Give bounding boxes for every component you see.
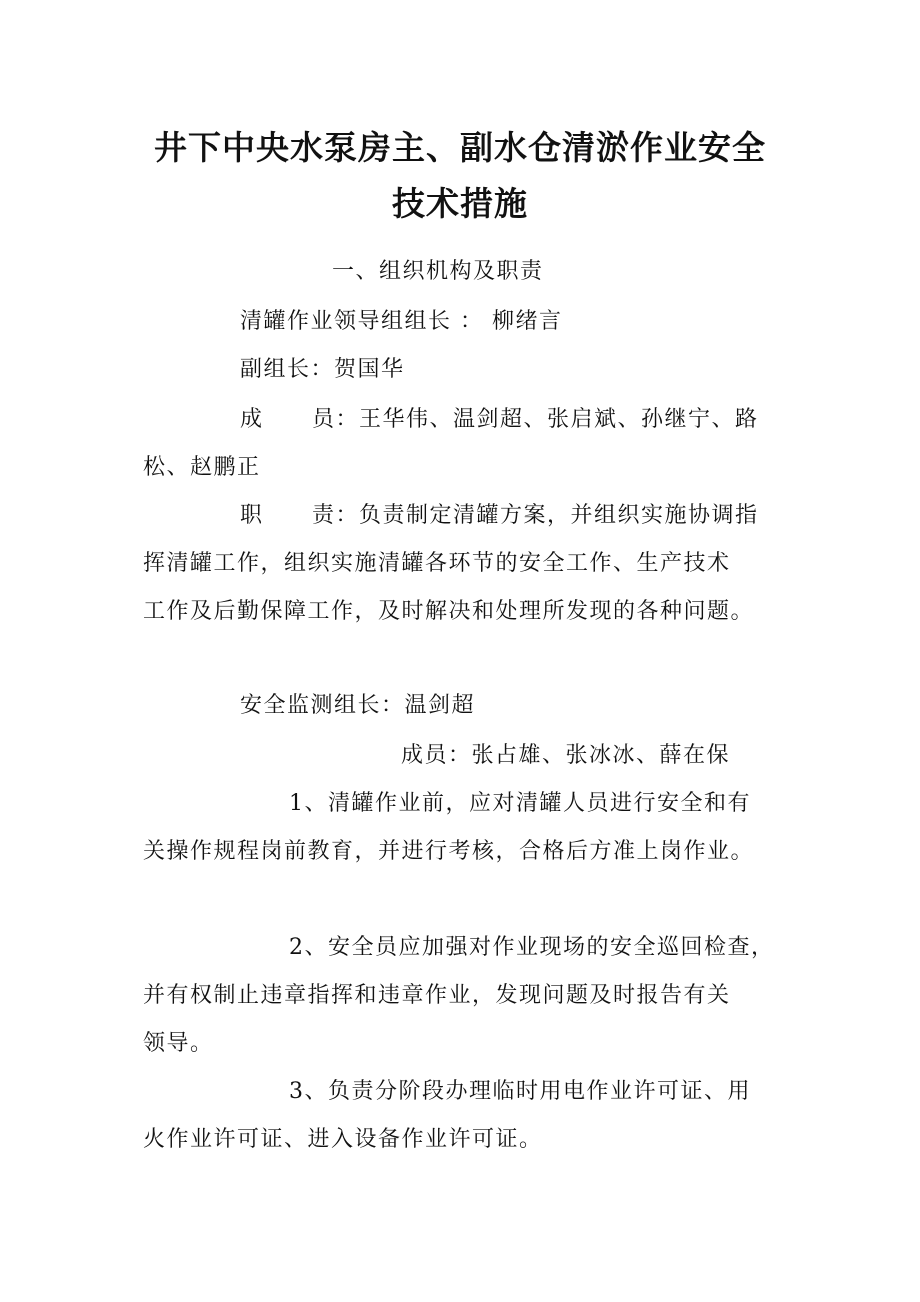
duty-line: [240, 498, 759, 529]
document-title-line-1: 井下中央水泵房主、副水仓清淤作业安全: [154, 128, 766, 167]
members-line-continued: 松、赵鹏正: [143, 455, 261, 480]
duty-text: 责：负责制定清罐方案，并组织实施协调指: [312, 503, 759, 528]
members-line: [240, 402, 759, 433]
safety-members-line: 成员：张占雄、张冰冰、薛在保: [401, 743, 731, 768]
safety-leader-line: 安全监测组长：温剑超: [240, 693, 476, 718]
duty-line-3: 工作及后勤保障工作，及时解决和处理所发现的各种问题。: [143, 599, 755, 624]
item-2-line-2: 并有权制止违章指挥和违章作业，发现问题及时报告有关: [143, 983, 731, 1008]
duty-label-char: 职: [240, 503, 264, 528]
members-list-text: 员：王华伟、温剑超、张启斌、孙继宁、路: [312, 407, 759, 432]
duty-line-2: 挥清罐工作，组织实施清罐各环节的安全工作、生产技术: [143, 551, 731, 576]
section-heading-organization: 一、组织机构及职责: [332, 259, 544, 284]
leader-line: 清罐作业领导组组长 ： 柳绪言: [240, 309, 563, 334]
item-2-line-1: 2、安全员应加强对作业现场的安全巡回检查，: [289, 935, 775, 960]
item-1-line-2: 关操作规程岗前教育，并进行考核，合格后方准上岗作业。: [143, 839, 755, 864]
item-3-line-1: 3、负责分阶段办理临时用电作业许可证、用: [289, 1079, 751, 1104]
members-label-char: 成: [240, 407, 264, 432]
document-title-line-2: 技术措施: [392, 184, 528, 223]
item-1-line-1: 1、清罐作业前，应对清罐人员进行安全和有: [289, 791, 751, 816]
item-3-line-2: 火作业许可证、进入设备作业许可证。: [143, 1127, 543, 1152]
vice-leader-line: 副组长：贺国华: [240, 357, 405, 382]
item-2-line-3: 领导。: [143, 1031, 214, 1056]
